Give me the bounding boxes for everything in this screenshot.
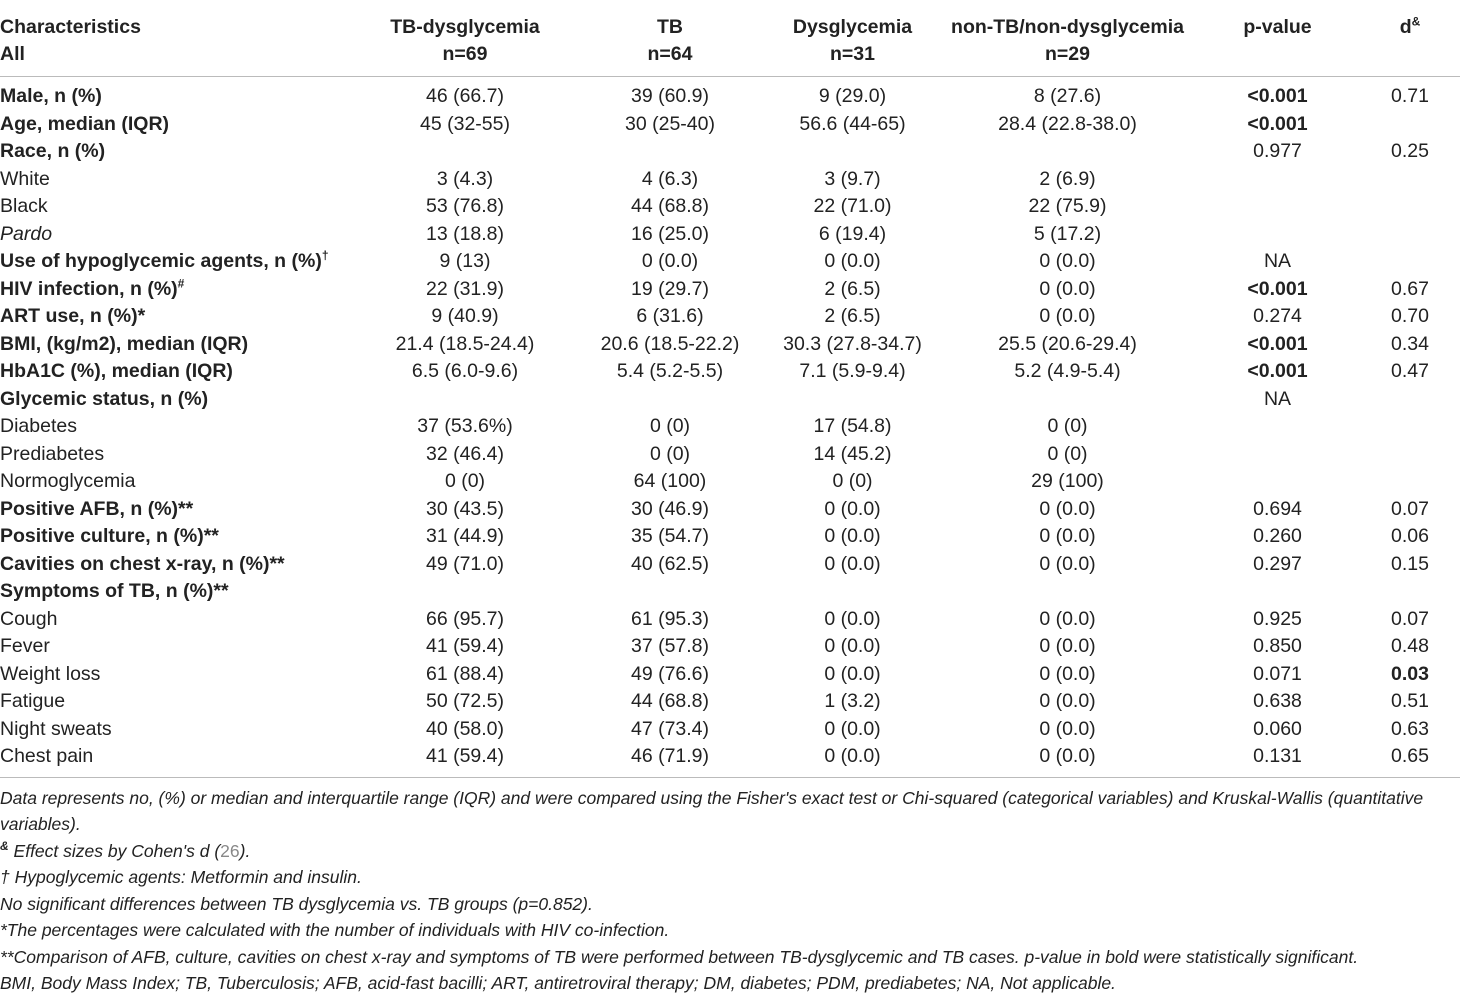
table-row (0, 111, 1460, 139)
header-group-tb-dysglycemia (355, 14, 575, 77)
cell-p-value (1195, 468, 1360, 496)
cell-value: 9 (29.0) (818, 85, 887, 107)
cell-value: 5 (17.2) (1033, 222, 1102, 245)
row-label (0, 331, 355, 359)
cell-p-value: <0.001 (1247, 332, 1308, 355)
cell-d: 0.71 (1391, 85, 1429, 107)
cell-value: 3 (9.7) (824, 167, 881, 190)
cell-value: 0 (0.0) (1039, 305, 1096, 327)
cell-value: 0 (0.0) (1039, 635, 1096, 657)
cell-value: 53 (76.8) (425, 195, 505, 217)
cell-p-value (1195, 578, 1360, 606)
cell-d: 0.51 (1391, 690, 1429, 712)
cell-value: 46 (71.9) (575, 743, 765, 777)
cell-value: 0 (0.0) (1039, 552, 1096, 575)
row-label-text: Glycemic status, n (%) (0, 387, 209, 410)
cell-value: 9 (13) (439, 250, 491, 272)
cell-d (1360, 441, 1460, 469)
cell-value: 2 (6.5) (824, 305, 881, 327)
table-row (0, 386, 1460, 414)
cell-value: 37 (57.8) (630, 635, 710, 657)
cell-value: 45 (32-55) (420, 112, 510, 135)
footnote-hiv: *The percentages were calculated with the number of individuals with HIV co-infection. (0, 920, 670, 940)
cell-p-value: 0.850 (1253, 635, 1302, 657)
cell-value: 21.4 (18.5-24.4) (395, 332, 535, 355)
cell-p-value: 0.925 (1253, 607, 1302, 630)
cell-value: 0 (0.0) (1039, 250, 1096, 272)
cell-value: 30 (25-40) (625, 112, 715, 135)
cell-value: 17 (54.8) (813, 415, 892, 437)
row-label (0, 523, 355, 551)
table-row (0, 633, 1460, 661)
cell-value: 44 (68.8) (630, 195, 710, 217)
cell-d: 0.48 (1391, 635, 1429, 657)
header-d-label: d (1399, 16, 1412, 38)
cell-value: 66 (95.7) (425, 607, 505, 630)
table-row (0, 468, 1460, 496)
footnote-abbreviations: BMI, Body Mass Index; TB, Tuberculosis; AFB, acid-fast bacilli; ART, antiretroviral therapy; DM, diabetes; PDM, prediabetes; NA, Not applicable. (0, 973, 1116, 993)
row-label-text: Prediabetes (0, 442, 105, 465)
cell-d (1360, 468, 1460, 496)
table-row (0, 221, 1460, 249)
cell-value: 35 (54.7) (630, 525, 710, 547)
cell-value: 25.5 (20.6-29.4) (998, 332, 1137, 355)
cell-p-value: 0.977 (1253, 140, 1302, 162)
row-label-text: Normoglycemia (0, 470, 136, 492)
table-header (0, 14, 1460, 77)
cell-value: 0 (0.0) (824, 250, 881, 272)
cell-value: 41 (59.4) (425, 635, 505, 657)
cell-value: 2 (6.5) (824, 277, 881, 300)
cell-d: 0.15 (1391, 552, 1429, 575)
footnote-hypoglycemic: † Hypoglycemic agents: Metformin and insulin. (0, 867, 362, 887)
cell-value: 44 (68.8) (630, 690, 710, 712)
cell-d (1360, 248, 1460, 276)
row-label (0, 111, 355, 139)
row-label (0, 138, 355, 166)
cell-value: 6 (31.6) (636, 305, 704, 327)
cell-value: 5.2 (4.9-5.4) (1014, 360, 1121, 382)
cell-value: 31 (44.9) (425, 525, 505, 547)
row-label (0, 77, 355, 111)
header-characteristics (0, 14, 355, 77)
cell-value: 7.1 (5.9-9.4) (799, 360, 906, 382)
cell-value (940, 578, 1195, 606)
cell-value (575, 578, 765, 606)
cell-value: 0 (0) (1047, 442, 1088, 465)
cell-value (355, 138, 575, 166)
table-row (0, 523, 1460, 551)
cell-p-value: <0.001 (1247, 277, 1308, 300)
cell-value: 39 (60.9) (630, 85, 710, 107)
table-row (0, 303, 1460, 331)
cell-p-value: NA (1263, 387, 1292, 410)
row-label-text: Cough (0, 607, 58, 630)
row-label-text: Positive AFB, n (%)** (0, 497, 194, 520)
cell-p-value (1195, 166, 1360, 194)
cell-value: 2 (6.9) (1039, 167, 1096, 190)
table-row (0, 661, 1460, 689)
row-label (0, 743, 355, 777)
row-label (0, 413, 355, 441)
cell-value (765, 138, 940, 166)
table-body (0, 77, 1460, 778)
row-label (0, 221, 355, 249)
cell-value: 0 (0.0) (1039, 607, 1096, 630)
reference-link[interactable]: 26 (220, 840, 240, 861)
cell-d: 0.70 (1391, 305, 1429, 327)
cell-value: 0 (0.0) (824, 497, 881, 520)
cell-d: 0.65 (1360, 743, 1460, 777)
group-name: TB-dysglycemia (390, 16, 540, 38)
header-group-non-tb (940, 14, 1195, 77)
cell-value: 0 (0.0) (641, 250, 699, 272)
cell-d (1360, 193, 1460, 221)
row-label (0, 193, 355, 221)
cell-p-value: 0.638 (1253, 690, 1302, 712)
cell-value: 61 (95.3) (630, 607, 710, 630)
table-row (0, 578, 1460, 606)
row-label-text: Weight loss (0, 662, 101, 685)
table-row (0, 193, 1460, 221)
cell-value: 61 (88.4) (425, 662, 505, 685)
footnote-data: Data represents no, (%) or median and interquartile range (IQR) and were compared using the Fisher's exact test or Chi-squared (categorical variables) and Kruskal-Wallis (quantitative variables). (0, 787, 1424, 834)
cell-value: 41 (59.4) (355, 743, 575, 777)
cell-d (1360, 386, 1460, 414)
cell-value: 0 (0.0) (824, 635, 881, 657)
cell-p-value (1195, 193, 1360, 221)
cell-p-value: <0.001 (1247, 85, 1308, 107)
cell-value: 0 (0) (832, 470, 873, 492)
cell-p-value (1195, 221, 1360, 249)
cell-value: 30 (43.5) (425, 497, 505, 520)
table-row (0, 606, 1460, 634)
footnote-effect-sup: & (0, 838, 9, 853)
cell-value: 0 (0.0) (1039, 690, 1096, 712)
cell-value (355, 386, 575, 414)
cell-value: 49 (71.0) (425, 552, 505, 575)
characteristics-table (0, 14, 1460, 778)
cell-d (1360, 578, 1460, 606)
cell-value: 0 (0.0) (824, 662, 881, 685)
cell-value: 0 (0.0) (824, 717, 881, 740)
cell-value: 40 (58.0) (425, 717, 505, 740)
cell-value: 37 (53.6%) (417, 415, 513, 437)
cell-value: 0 (0.0) (1039, 717, 1096, 740)
cell-value: 56.6 (44-65) (799, 112, 906, 135)
row-label-text: Symptoms of TB, n (%)** (0, 580, 229, 602)
cell-d (1360, 221, 1460, 249)
footnote-effect-size (0, 838, 1460, 865)
footnote-no-difference: No significant differences between TB dysglycemia vs. TB groups (p=0.852). (0, 893, 593, 914)
group-name: Dysglycemia (792, 16, 913, 38)
cell-value: 30.3 (27.8-34.7) (783, 332, 922, 355)
cell-value: 32 (46.4) (425, 442, 505, 465)
cell-value: 13 (18.8) (425, 222, 505, 245)
row-label (0, 606, 355, 634)
cell-d (1360, 166, 1460, 194)
row-label-text: Black (0, 195, 48, 217)
cell-value: 22 (31.9) (425, 277, 505, 300)
cell-value (765, 578, 940, 606)
cell-value: 0 (0) (1047, 415, 1088, 437)
row-label (0, 441, 355, 469)
footnote-effect-text: Effect sizes by Cohen's d ( (8, 840, 221, 861)
cell-value: 0 (0.0) (824, 552, 881, 575)
group-n: n=31 (830, 43, 875, 65)
row-label-text: BMI, (kg/m2), median (IQR) (0, 332, 249, 355)
cell-value: 29 (100) (1031, 470, 1104, 492)
row-label-text: HbA1C (%), median (IQR) (0, 360, 233, 382)
cell-value (575, 386, 765, 414)
row-label-text: Pardo (0, 222, 53, 245)
row-label (0, 358, 355, 386)
cell-value: 0 (0.0) (1039, 525, 1096, 547)
row-label-text: Fatigue (0, 690, 66, 712)
cell-value: 20.6 (18.5-22.2) (600, 332, 740, 355)
row-label-text: Male, n (%) (0, 85, 102, 107)
table-row (0, 441, 1460, 469)
cell-value: 6 (19.4) (818, 222, 887, 245)
cell-d (1360, 413, 1460, 441)
row-label-text: Positive culture, n (%)** (0, 525, 219, 547)
row-label (0, 688, 355, 716)
row-label-text: Night sweats (0, 717, 112, 740)
cell-value: 9 (40.9) (431, 305, 499, 327)
cell-p-value: 0.060 (1253, 717, 1302, 740)
cell-value: 8 (27.6) (1033, 85, 1102, 107)
row-label (0, 551, 355, 579)
footnote-comparison: **Comparison of AFB, culture, cavities on chest x-ray and symptoms of TB were performed between TB-dysglycemic and TB cases. p-value in bold were statistically significant. (0, 946, 1359, 967)
header-p-value: p-value (1195, 14, 1360, 77)
cell-d: 0.67 (1391, 277, 1429, 300)
footnote-effect-end: ). (239, 840, 251, 861)
cell-d: 0.63 (1391, 717, 1429, 740)
row-label-text: Diabetes (0, 415, 77, 437)
table-footnotes (0, 778, 1460, 997)
table-row (0, 496, 1460, 524)
table-row (0, 551, 1460, 579)
cell-value: 1 (3.2) (824, 690, 881, 712)
group-n: n=64 (647, 43, 693, 65)
cell-value (575, 138, 765, 166)
table-row (0, 248, 1460, 276)
cell-d: 0.25 (1391, 140, 1429, 162)
row-label-text: Age, median (IQR) (0, 112, 170, 135)
cell-d: 0.03 (1391, 662, 1429, 685)
cell-value (765, 386, 940, 414)
cell-value: 40 (62.5) (630, 552, 710, 575)
header-d-sup: & (1411, 14, 1421, 29)
cell-value: 0 (0) (444, 470, 486, 492)
group-n: n=29 (1045, 43, 1090, 65)
cell-value (940, 138, 1195, 166)
header-group-dysglycemia (765, 14, 940, 77)
table-row (0, 331, 1460, 359)
table-row (0, 77, 1460, 111)
cell-value: 19 (29.7) (630, 277, 710, 300)
cell-value: 0 (0.0) (824, 525, 881, 547)
cell-value: 0 (0.0) (1039, 662, 1096, 685)
group-name: non-TB/non-dysglycemia (951, 16, 1184, 38)
table-row (0, 743, 1460, 777)
row-label (0, 166, 355, 194)
row-label-text: ART use, n (%)* (0, 305, 146, 327)
cell-value: 16 (25.0) (630, 222, 710, 245)
row-label (0, 716, 355, 744)
row-label-text: Fever (0, 635, 50, 657)
cell-value: 22 (75.9) (1028, 195, 1107, 217)
cell-value: 0 (0.0) (824, 607, 881, 630)
cell-p-value: 0.297 (1253, 552, 1302, 575)
header-group-tb (575, 14, 765, 77)
row-label-text: White (0, 167, 50, 190)
table-row (0, 716, 1460, 744)
cell-value: 0 (0.0) (765, 743, 940, 777)
row-label-text: HIV infection, n (%) (0, 277, 178, 300)
cell-value: 6.5 (6.0-9.6) (411, 360, 519, 382)
cell-value: 64 (100) (633, 470, 707, 492)
row-label (0, 661, 355, 689)
row-label (0, 496, 355, 524)
row-label (0, 633, 355, 661)
cell-value: 3 (4.3) (436, 167, 494, 190)
table-row (0, 138, 1460, 166)
cell-p-value: 0.260 (1253, 525, 1302, 547)
table-row (0, 276, 1460, 304)
row-label-text: Use of hypoglycemic agents, n (%) (0, 250, 322, 272)
row-label-text: Chest pain (0, 745, 94, 767)
cell-p-value: 0.131 (1195, 743, 1360, 777)
group-n: n=69 (442, 43, 488, 65)
cell-d: 0.34 (1391, 332, 1429, 355)
cell-p-value: <0.001 (1247, 360, 1308, 382)
cell-p-value: NA (1263, 250, 1292, 272)
row-label (0, 468, 355, 496)
row-label-text: Cavities on chest x-ray, n (%)** (0, 552, 285, 575)
cell-value: 28.4 (22.8-38.0) (998, 112, 1137, 135)
cell-value: 46 (66.7) (425, 85, 505, 107)
row-label-sup: † (321, 248, 329, 263)
cell-value: 49 (76.6) (630, 662, 710, 685)
cell-value: 0 (0.0) (940, 743, 1195, 777)
cell-d: 0.07 (1391, 497, 1429, 520)
cell-p-value: 0.071 (1253, 662, 1302, 685)
table-row (0, 358, 1460, 386)
row-label (0, 276, 355, 304)
cell-value: 30 (46.9) (630, 497, 710, 520)
row-label (0, 386, 355, 414)
header-all-label: All (0, 43, 25, 65)
row-label (0, 303, 355, 331)
row-label-text: Race, n (%) (0, 140, 106, 162)
cell-value: 47 (73.4) (630, 717, 710, 740)
cell-value (355, 578, 575, 606)
row-label (0, 578, 355, 606)
table-row (0, 413, 1460, 441)
cell-value: 22 (71.0) (813, 195, 892, 217)
cell-p-value (1195, 413, 1360, 441)
cell-p-value: 0.694 (1253, 497, 1302, 520)
cell-p-value (1195, 441, 1360, 469)
cell-p-value: <0.001 (1247, 112, 1308, 135)
cell-value: 5.4 (5.2-5.5) (616, 360, 724, 382)
cell-value: 50 (72.5) (425, 690, 505, 712)
row-label-sup: # (177, 276, 185, 290)
cell-value: 0 (0) (649, 415, 691, 437)
cell-value: 14 (45.2) (813, 442, 892, 465)
cell-d (1360, 111, 1460, 139)
table-row (0, 166, 1460, 194)
cell-value: 0 (0.0) (1039, 497, 1096, 520)
cell-d: 0.07 (1391, 607, 1429, 630)
header-d (1360, 14, 1460, 77)
cell-value: 0 (0.0) (1039, 277, 1096, 300)
group-name: TB (657, 16, 683, 38)
cell-value: 0 (0) (649, 442, 691, 465)
table-row (0, 688, 1460, 716)
cell-d: 0.06 (1391, 525, 1429, 547)
cell-value (940, 386, 1195, 414)
cell-value: 4 (6.3) (641, 167, 699, 190)
header-characteristics-label: Characteristics (0, 16, 141, 38)
cell-d: 0.47 (1391, 360, 1429, 382)
cell-p-value: 0.274 (1253, 305, 1302, 327)
row-label (0, 248, 355, 276)
